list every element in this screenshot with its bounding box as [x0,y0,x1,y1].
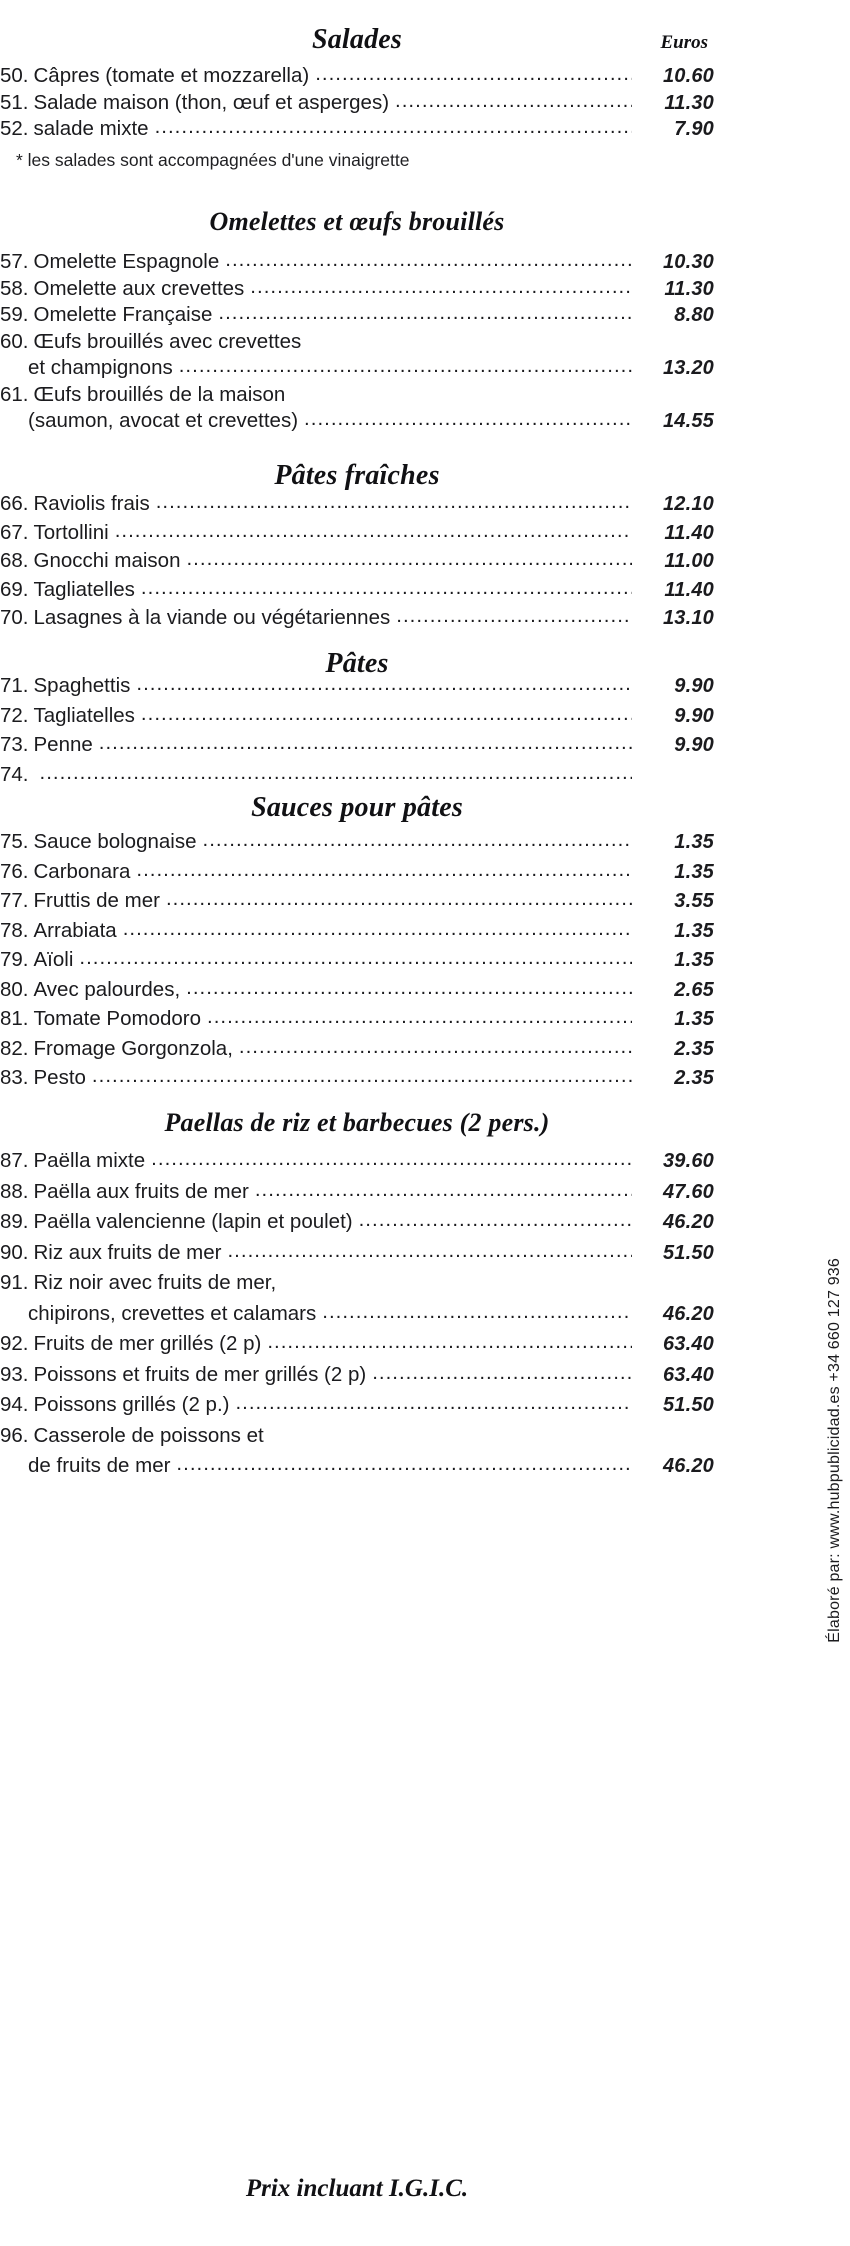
item-label: Aïoli [33,948,74,971]
pates-items [0,676,714,785]
item-number: 75. [0,830,29,853]
menu-item-89[interactable] [0,1212,714,1233]
menu-item-77[interactable] [0,891,714,912]
pates-fraiches-items [0,494,714,629]
item-price: 46.20 [662,1455,714,1477]
item-price: 11.00 [664,550,714,572]
section-title-sauces: Sauces pour pâtes [251,792,463,823]
item-label: Pesto [33,1066,86,1089]
item-label: Avec palourdes, [33,977,181,1001]
item-label: Œufs brouillés avec crevettes [33,329,302,353]
item-number: 60. [0,329,29,353]
item-number: 80. [0,977,29,1001]
item-label: Fruttis de mer [33,889,160,912]
item-price: 13.20 [662,357,714,379]
menu-item-66[interactable] [0,494,714,515]
item-label: Fruits de mer grillés (2 p) [33,1332,262,1355]
menu-item-87[interactable] [0,1151,714,1172]
item-number: 77. [0,889,29,912]
item-label: Spaghettis [33,674,131,697]
item-label: Raviolis frais [33,492,150,515]
item-price: 46.20 [662,1211,714,1233]
dot-leader [92,1068,632,1089]
menu-item-96-continuation[interactable] [0,1456,714,1477]
item-number: 67. [0,520,29,544]
item-label: Lasagnes à la viande ou végétariennes [33,606,391,629]
item-label: Tagliatelles [33,577,135,601]
item-label-continued: de fruits de mer [28,1454,171,1477]
section-title-pates-fraiches: Pâtes fraîches [274,460,440,491]
item-label: Paëlla valencienne (lapin et poulet) [33,1210,353,1233]
item-price: 63.40 [662,1363,714,1386]
item-label: Omelette aux crevettes [33,276,245,300]
item-price: 2.65 [674,978,714,1001]
item-number: 59. [0,303,29,326]
item-label: Omelette Espagnole [33,250,220,273]
dot-leader [207,1009,632,1030]
dot-leader [359,1212,632,1233]
item-number: 92. [0,1332,29,1355]
item-price: 11.30 [664,91,714,114]
menu-item-90[interactable] [0,1240,714,1264]
dot-leader [176,1456,632,1477]
dot-leader [151,1151,632,1172]
footer-area [0,2175,714,2203]
section-omelettes [0,207,714,237]
section-title-omelettes: Omelettes et œufs brouillés [209,207,505,236]
item-price: 13.10 [662,607,714,629]
dot-leader [155,119,632,140]
dot-leader [267,1334,632,1355]
menu-item-81[interactable] [0,1009,714,1030]
dot-leader [315,66,632,87]
item-label: Gnocchi maison [33,549,181,572]
section-sauces [0,792,714,824]
section-title-pates: Pâtes [325,648,389,679]
item-price: 12.10 [662,493,714,515]
dot-leader [186,980,632,1001]
item-number: 89. [0,1210,29,1233]
section-paellas [0,1108,714,1138]
menu-item-93[interactable] [0,1362,714,1386]
menu-item-80[interactable] [0,977,714,1001]
item-label: Riz aux fruits de mer [33,1240,222,1264]
item-price: 9.90 [674,734,714,756]
item-price: 7.90 [674,118,714,140]
salades-items [0,66,714,171]
menu-item-67[interactable] [0,520,714,544]
menu-item-96[interactable] [0,1423,714,1447]
item-number: 78. [0,918,29,942]
item-price: 8.80 [674,304,714,326]
menu-item-68[interactable] [0,551,714,572]
item-price: 1.35 [674,1008,714,1030]
item-number: 50. [0,64,29,87]
item-number: 71. [0,674,29,697]
item-number: 83. [0,1066,29,1089]
dot-leader [99,735,632,756]
dot-leader [395,93,632,114]
dot-leader [136,676,632,697]
item-number: 70. [0,606,29,629]
dot-leader [186,551,632,572]
item-price: 1.35 [674,949,714,971]
tax-note: Prix incluant I.G.I.C. [245,2175,469,2202]
item-number: 69. [0,577,29,601]
dot-leader [141,706,632,727]
item-price: 9.90 [674,704,714,727]
item-number: 66. [0,492,29,515]
menu-item-71[interactable] [0,676,714,697]
dot-leader [225,252,632,273]
menu-item-60-continuation[interactable] [0,358,714,379]
menu-item-52[interactable] [0,119,714,140]
item-label: Penne [33,733,93,756]
item-price: 11.30 [664,277,714,300]
dot-leader [250,279,632,300]
item-number: 91. [0,1271,29,1294]
item-label: Fromage Gorgonzola, [33,1036,233,1060]
item-number: 79. [0,948,29,971]
menu-item-61-continuation[interactable] [0,411,714,432]
item-price: 9.90 [674,675,714,697]
item-number: 90. [0,1240,29,1264]
item-price: 63.40 [662,1333,714,1355]
item-price: 51.50 [662,1394,714,1416]
menu-item-92[interactable] [0,1334,714,1355]
sauces-items [0,832,714,1089]
menu-item-82[interactable] [0,1036,714,1060]
section-title-salades: Salades [311,24,403,55]
menu-item-94[interactable] [0,1395,714,1416]
menu-item-69[interactable] [0,577,714,601]
menu-item-78[interactable] [0,918,714,942]
menu-item-60[interactable] [0,329,714,353]
dot-leader [396,608,632,629]
dot-leader [115,523,632,544]
dot-leader [235,1395,632,1416]
item-label: Câpres (tomate et mozzarella) [33,64,310,87]
paellas-items [0,1151,714,1477]
item-price: 11.40 [664,578,714,601]
menu-item-75[interactable] [0,832,714,853]
item-label: Riz noir avec fruits de mer, [33,1271,277,1294]
item-label: salade mixte [33,117,149,140]
dot-leader [322,1304,632,1325]
section-salades [0,24,714,56]
dot-leader [40,765,633,786]
item-price: 46.20 [662,1302,714,1325]
item-number: 74. [0,762,29,786]
item-label: Paëlla aux fruits de mer [33,1179,249,1203]
dot-leader [123,921,632,942]
item-label: Tagliatelles [33,703,135,727]
item-number: 82. [0,1036,29,1060]
item-number: 57. [0,250,29,273]
designer-credit: Élaboré par: www.hubpublicidad.es +34 660 127 936 [826,1258,843,1643]
menu-item-59[interactable] [0,305,714,326]
dot-leader [156,494,632,515]
item-number: 81. [0,1007,29,1030]
dot-leader [304,411,632,432]
menu-item-50[interactable] [0,66,714,87]
menu-item-88[interactable] [0,1179,714,1203]
item-number: 72. [0,703,29,727]
menu-item-79[interactable] [0,950,714,971]
dot-leader [227,1243,632,1264]
dot-leader [203,832,633,853]
item-label-continued: et champignons [28,356,173,379]
dot-leader [166,891,632,912]
item-number: 51. [0,90,29,114]
item-label: Paëlla mixte [33,1149,146,1172]
menu-item-73[interactable] [0,735,714,756]
menu-item-72[interactable] [0,703,714,727]
item-label: Salade maison (thon, œuf et asperges) [33,90,390,114]
item-price: 47.60 [662,1180,714,1203]
dot-leader [218,305,632,326]
item-number: 58. [0,276,29,300]
dot-leader [79,950,632,971]
item-price: 10.60 [662,65,714,87]
item-label: Sauce bolognaise [33,830,197,853]
omelettes-items [0,252,714,432]
menu-item-61[interactable] [0,382,714,406]
item-price: 1.35 [674,831,714,853]
item-label: Tortollini [33,520,109,544]
item-number: 87. [0,1149,29,1172]
item-label: Poissons et fruits de mer grillés (2 p) [33,1362,367,1386]
dot-leader [372,1365,632,1386]
item-price: 39.60 [662,1150,714,1172]
menu-item-76[interactable] [0,859,714,883]
currency-header: Euros [660,32,708,53]
item-number: 76. [0,859,29,883]
item-price: 1.35 [674,860,714,883]
section-title-paellas: Paellas de riz et barbecues (2 pers.) [164,1108,550,1137]
menu-item-74[interactable] [0,762,714,786]
item-number: 52. [0,117,29,140]
item-number: 61. [0,382,29,406]
dot-leader [141,580,632,601]
item-price: 10.30 [662,251,714,273]
menu-item-83[interactable] [0,1068,714,1089]
item-price: 2.35 [674,1037,714,1060]
menu-item-91[interactable] [0,1273,714,1294]
item-number: 68. [0,549,29,572]
item-number: 88. [0,1179,29,1203]
item-label: Arrabiata [33,918,117,942]
item-label-continued: (saumon, avocat et crevettes) [28,409,299,432]
item-label: Omelette Française [33,303,213,326]
section-pates-fraiches [0,460,714,492]
item-label: Casserole de poissons et [33,1423,264,1447]
menu-item-91-continuation[interactable] [0,1301,714,1325]
menu-item-57[interactable] [0,252,714,273]
menu-item-58[interactable] [0,276,714,300]
item-number: 93. [0,1362,29,1386]
menu-item-70[interactable] [0,608,714,629]
item-price: 51.50 [662,1241,714,1264]
dot-leader [239,1039,632,1060]
item-price: 14.55 [662,410,714,432]
item-number: 73. [0,733,29,756]
dot-leader [255,1182,632,1203]
item-label: Tomate Pomodoro [33,1007,202,1030]
salades-heading-row [0,24,714,56]
dot-leader [179,358,632,379]
item-price: 11.40 [664,521,714,544]
item-price: 3.55 [674,890,714,912]
item-number: 96. [0,1423,29,1447]
item-label-continued: chipirons, crevettes et calamars [28,1301,317,1325]
item-label: Œufs brouillés de la maison [33,382,286,406]
item-label: Carbonara [33,859,131,883]
item-label: Poissons grillés (2 p.) [33,1393,230,1416]
item-price: 1.35 [674,919,714,942]
item-price: 2.35 [674,1067,714,1089]
dot-leader [136,862,632,883]
menu-item-51[interactable] [0,90,714,114]
salades-footnote: * les salades sont accompagnées d'une vinaigrette [16,149,410,170]
item-number: 94. [0,1393,29,1416]
